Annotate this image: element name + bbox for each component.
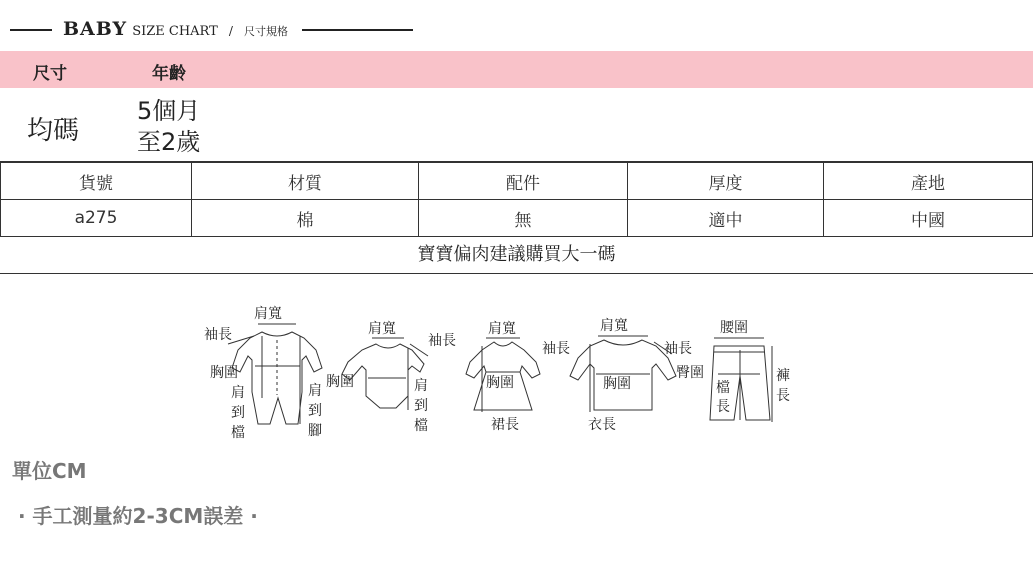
spec-header-accessories: 配件 [419, 162, 628, 200]
romper-label-foot: 腳 [308, 423, 322, 439]
romper-label-shoulder: 肩寬 [254, 306, 282, 322]
spec-cell-thickness: 適中 [628, 200, 824, 237]
age-column-header: 年齡 [152, 64, 186, 84]
bodysuit-label-chest: 胸圍 [326, 374, 354, 390]
note-divider [0, 273, 1033, 274]
age-value-line1: 5個月 [137, 97, 201, 125]
romper-label-crotch: 檔 [231, 425, 245, 441]
header-rule-left [10, 29, 52, 31]
age-value [137, 96, 200, 158]
bodysuit-label-sleeve: 袖長 [428, 333, 456, 349]
top-label-shoulder: 肩寬 [600, 318, 628, 334]
bodysuit-label-shoulder: 肩寬 [368, 321, 396, 337]
spec-cell-item-no: a275 [1, 200, 192, 237]
bodysuit-label-crotch: 檔 [414, 418, 428, 434]
romper-label-chest: 胸圍 [210, 365, 238, 381]
spec-header-item-no: 貨號 [1, 162, 192, 200]
dress-label-shoulder: 肩寬 [488, 321, 516, 337]
top-label-sleeve-left: 袖長 [542, 341, 570, 357]
romper-label-sh1: 肩 [231, 385, 245, 401]
unit-label: 單位CM [12, 459, 87, 483]
bodysuit-label-sh: 肩 [414, 378, 428, 394]
error-note: · 手工測量約2-3CM誤差 · [18, 504, 258, 528]
spec-header-material: 材質 [192, 162, 419, 200]
spec-header-origin: 產地 [824, 162, 1033, 200]
spec-table [0, 161, 1033, 237]
spec-cell-accessories: 無 [419, 200, 628, 237]
dress-label-chest: 胸圍 [486, 375, 514, 391]
pants-label-length2: 長 [776, 388, 790, 404]
header-subtitle-cn: 尺寸規格 [244, 25, 289, 38]
size-column-header: 尺寸 [33, 64, 67, 84]
header-subtitle: SIZE CHART [132, 24, 218, 39]
romper-label-to2: 到 [308, 403, 322, 419]
pants-label-crotch1: 檔 [716, 380, 730, 396]
measurement-diagrams [0, 290, 1033, 450]
header-slash: / [228, 24, 233, 38]
top-label-length: 衣長 [588, 417, 616, 433]
spec-header-thickness: 厚度 [628, 162, 824, 200]
spec-header-row [1, 162, 1033, 200]
dress-label-length: 裙長 [491, 417, 519, 433]
top-label-chest: 胸圍 [603, 376, 631, 392]
size-value: 均碼 [27, 116, 80, 146]
pants-label-hip: 臀圍 [676, 365, 704, 381]
romper-label-to1: 到 [231, 405, 245, 421]
romper-label-sh2: 肩 [308, 383, 322, 399]
pants-label-waist: 腰圍 [720, 320, 748, 336]
pants-label-crotch2: 長 [716, 399, 730, 415]
age-value-line2: 至2歲 [137, 128, 201, 156]
top-label-sleeve-right: 袖長 [664, 341, 692, 357]
pants-label-length1: 褲 [776, 368, 790, 384]
top-outline [570, 336, 676, 412]
spec-cell-origin: 中國 [824, 200, 1033, 237]
spec-cell-material: 棉 [192, 200, 419, 237]
header-title [63, 18, 288, 40]
header-rule-right [302, 29, 413, 31]
size-header-bar [0, 51, 1033, 88]
bodysuit-label-to: 到 [414, 398, 428, 414]
size-advice-note: 寶寶偏肉建議購買大一碼 [417, 244, 616, 265]
brand-name: BABY [63, 18, 128, 40]
romper-label-sleeve: 袖長 [204, 327, 232, 343]
spec-data-row [1, 200, 1033, 237]
